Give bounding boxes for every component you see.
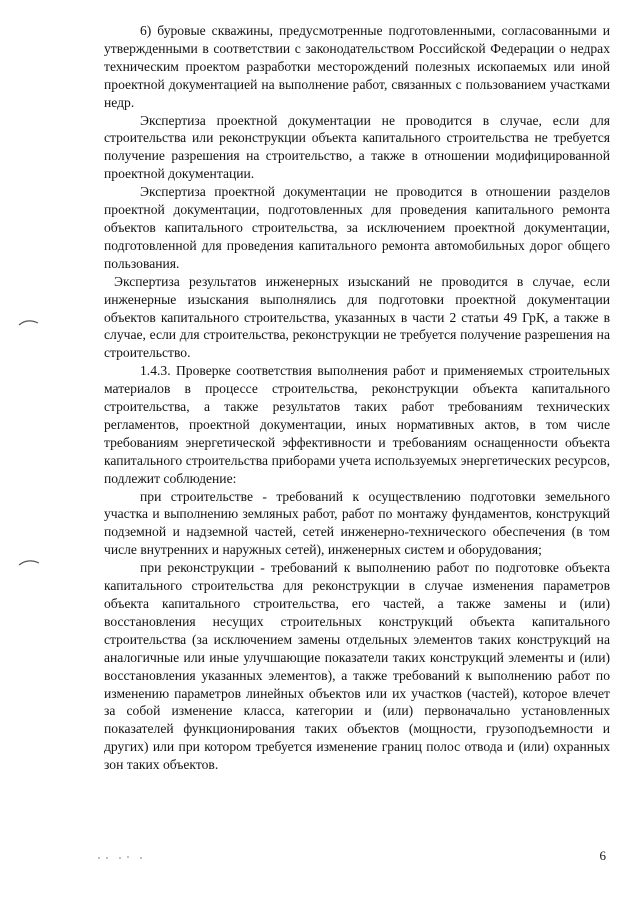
paragraph-reconstruction-requirements: при реконструкции - требований к выполнению работ по подготовке объекта капитального строительства для реконструкции в случае изменения параметров объекта капитального строительства, его частей, а также замены и (или) восстановления несущих строительных конструкций объекта капитального строительства (за исключением замены отдельных элементов таких конструкций на аналогичные или иные улучшающие показатели таких конструкций элементы и (или) восстановления указанных элементов), а также требований к выполнению работ по изменению параметров линейных объектов или их участков (частей), которое влечет за собой изменение класса, категории и (или) первоначально установленных показателей функционирования таких объектов (мощности, грузоподъемности и других) или при котором требуется изменение границ полос отвода и (или) охранных зон таких объектов. <box>104 560 610 773</box>
page-number: 6 <box>599 848 606 863</box>
paragraph-drill-wells: 6) буровые скважины, предусмотренные подготовленными, согласованными и утвержденными в соответствии с законодательством Российской Федерации о недрах техническим проектом разработки месторождений полезных ископаемых или иной проектной документацией на выполнение работ, связанных с пользованием участками недр. <box>104 23 610 110</box>
document-body <box>104 22 610 774</box>
paragraph-section-1-4-3: 1.4.3. Проверке соответствия выполнения работ и применяемых строительных материалов в процессе строительства, реконструкции объекта капитального строительства, а также результатов таких работ требованиям технических регламентов, проектной документации, иных нормативных актов, в том числе требованиям энергетической эффективности и требованиям оснащенности объекта капитального строительства приборами учета используемых энергетических ресурсов, подлежит соблюдение: <box>104 363 610 486</box>
paragraph-no-expertise-permit: Экспертиза проектной документации не проводится в случае, если для строительства или реконструкции объекта капитального строительства не требуется получение разрешения на строительство, а также в отношении модифицированной проектной документации. <box>104 112 610 182</box>
scan-dots <box>96 855 156 861</box>
scan-mark-upper <box>18 316 40 328</box>
paragraph-no-expertise-capital-repair: Экспертиза проектной документации не проводится в отношении разделов проектной документации, подготовленных для проведения капитального ремонта объектов капитального строительства, за исключением проектной документации, подготовленной для проведения капитального ремонта автомобильных дорог общего пользования. <box>104 184 610 271</box>
paragraph-survey-expertise: Экспертиза результатов инженерных изысканий не проводится в случае, если инженерные изыскания выполнялись для подготовки проектной документации объектов капитального строительства, указанных в части 2 статьи 49 ГрК, а также в случае, если для строительства, реконструкции не требуется получение разрешения на строительство. <box>104 273 610 361</box>
paragraph-construction-requirements: при строительстве - требований к осуществлению подготовки земельного участка и выполнению земляных работ, работ по монтажу фундаментов, конструкций подземной и надземной частей, сетей инженерно-технического обеспечения (в том числе внутренних и наружных сетей), инженерных систем и оборудования; <box>104 488 610 558</box>
scan-mark-lower <box>18 557 40 569</box>
